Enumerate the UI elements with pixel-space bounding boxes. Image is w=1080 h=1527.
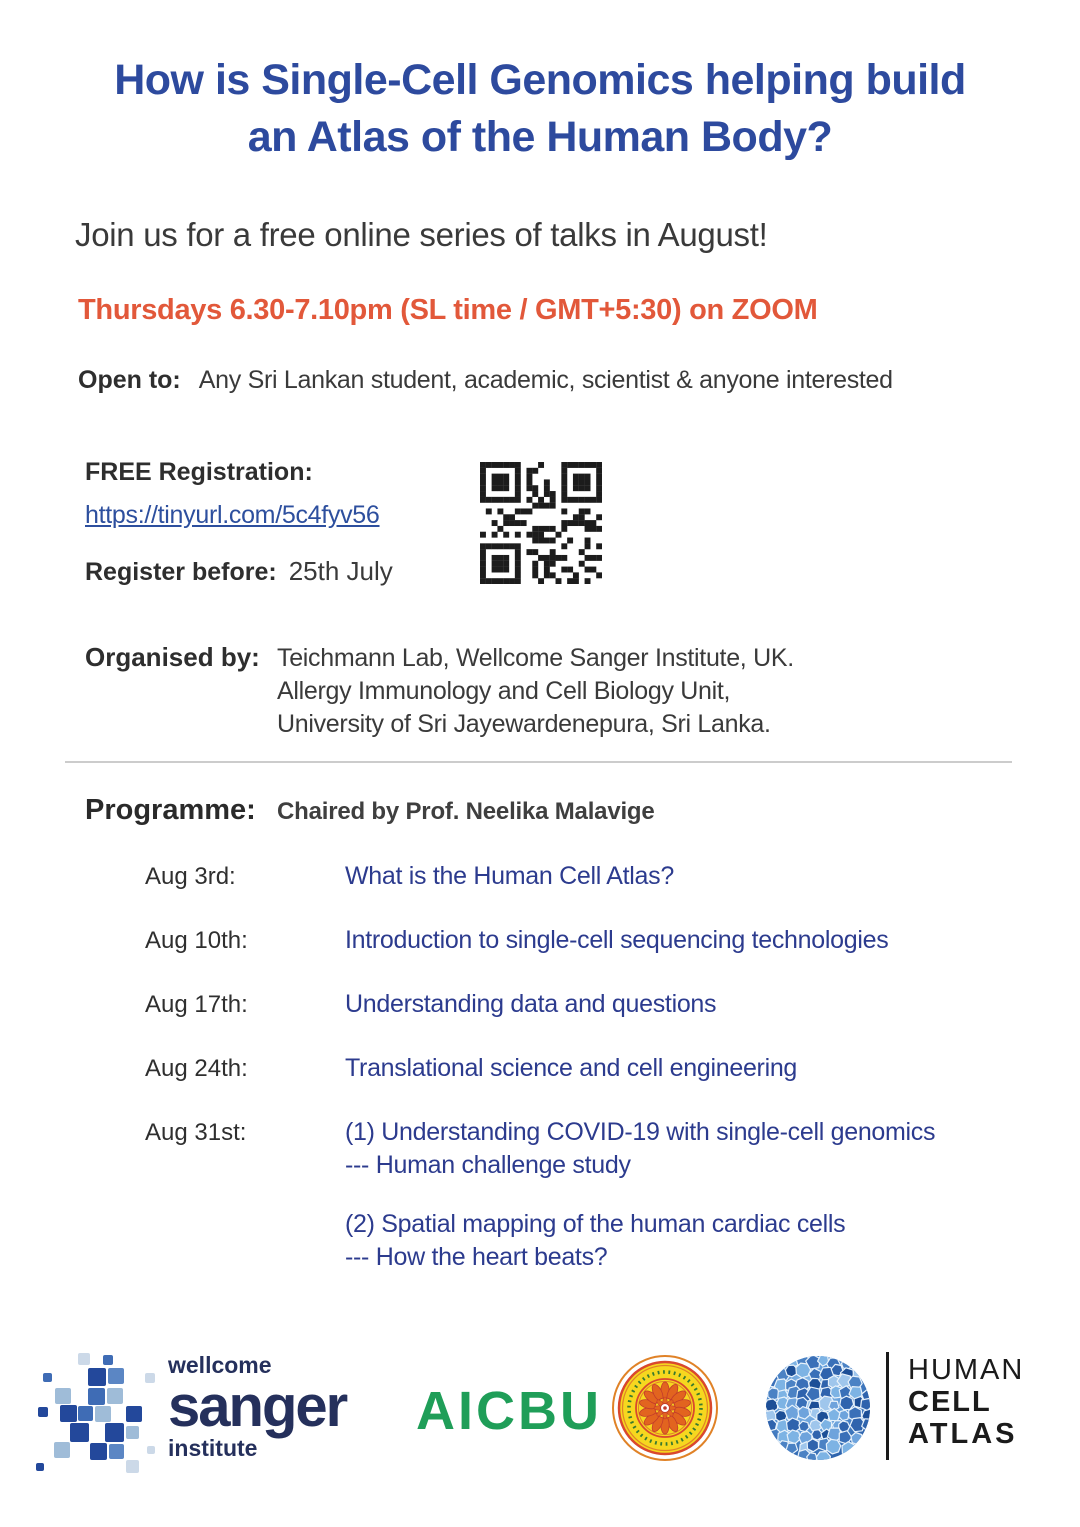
programme-topic-line: --- Human challenge study: [345, 1151, 631, 1179]
hca-divider-bar: [886, 1352, 889, 1460]
organised-by-row: [85, 642, 794, 741]
programme-topic-line: (2) Spatial mapping of the human cardiac cells: [345, 1210, 846, 1238]
institute-label: institute: [168, 1435, 258, 1461]
wellcome-label: wellcome: [168, 1352, 272, 1378]
sanger-label: sanger: [168, 1374, 347, 1439]
logo-strip: [0, 1340, 1080, 1490]
free-registration-label: FREE Registration:: [85, 458, 313, 486]
programme-date: Aug 17th:: [145, 991, 248, 1018]
organised-by-line: Allergy Immunology and Cell Biology Unit,: [277, 677, 731, 705]
human-cell-atlas-sphere-icon: [764, 1354, 872, 1462]
human-cell-atlas-logo: [908, 1354, 1024, 1450]
wellcome-sanger-mosaic-icon: [35, 1350, 160, 1480]
programme-date: Aug 3rd:: [145, 863, 236, 890]
aicbu-logo: AICBU: [416, 1381, 602, 1441]
programme-date: Aug 10th:: [145, 927, 248, 954]
registration-qr-code: [480, 462, 602, 584]
registration-link[interactable]: https://tinyurl.com/5c4fyv56: [85, 501, 380, 529]
programme-topic-line: What is the Human Cell Atlas?: [345, 862, 674, 890]
organised-by-label: Organised by:: [85, 642, 260, 672]
programme-topic: [345, 988, 716, 1021]
intro-line: Join us for a free online series of talks in August!: [75, 216, 768, 253]
open-to-label: Open to:: [78, 366, 181, 394]
programme-list: [0, 860, 1080, 1305]
programme-topic-line: Introduction to single-cell sequencing technologies: [345, 926, 889, 954]
register-before-value: 25th July: [288, 556, 393, 586]
programme-topic: [345, 1052, 797, 1085]
programme-row: [0, 1116, 1080, 1274]
programme-topic-line: Understanding data and questions: [345, 990, 717, 1018]
programme-topic-line: Translational science and cell engineering: [345, 1054, 798, 1082]
programme-date: Aug 24th:: [145, 1055, 248, 1082]
organised-by-line: Teichmann Lab, Wellcome Sanger Institute, UK.: [277, 644, 794, 672]
hca-human-label: HUMAN: [908, 1354, 1025, 1386]
topic-gap: [345, 1182, 935, 1208]
open-to-value: Any Sri Lankan student, academic, scientist & anyone interested: [198, 366, 893, 394]
page-title-line2: an Atlas of the Human Body?: [247, 113, 833, 161]
programme-row: [0, 860, 1080, 893]
wellcome-sanger-logo: [168, 1352, 346, 1462]
page-title: [0, 52, 1080, 166]
open-to-row: [78, 366, 893, 395]
organised-by-line: University of Sri Jayewardenepura, Sri Lanka.: [277, 710, 771, 738]
programme-topic: [345, 924, 888, 957]
programme-row: [0, 1052, 1080, 1085]
hca-atlas-label: ATLAS: [908, 1418, 1018, 1450]
programme-label: Programme:: [85, 794, 256, 826]
programme-row: [0, 988, 1080, 1021]
programme-topic-line: --- How the heart beats?: [345, 1243, 608, 1271]
university-sri-jayewardenepura-seal-icon: [610, 1353, 720, 1463]
programme-header: [85, 794, 655, 827]
schedule-line: Thursdays 6.30-7.10pm (SL time / GMT+5:30) on ZOOM: [78, 294, 818, 326]
hca-cell-label: CELL: [908, 1386, 992, 1418]
registration-block: [85, 458, 393, 587]
programme-row: [0, 924, 1080, 957]
programme-date: Aug 31st:: [145, 1119, 247, 1146]
section-divider: [65, 761, 1012, 763]
page-title-line1: How is Single-Cell Genomics helping build: [114, 56, 966, 104]
programme-chair: Chaired by Prof. Neelika Malavige: [277, 798, 655, 825]
programme-topic-line: (1) Understanding COVID-19 with single-cell genomics: [345, 1118, 936, 1146]
register-before-label: Register before:: [85, 558, 277, 586]
organised-by-lines: [277, 642, 794, 741]
programme-topic: [345, 1116, 935, 1274]
programme-topic: [345, 860, 674, 893]
register-before-row: [85, 556, 393, 587]
